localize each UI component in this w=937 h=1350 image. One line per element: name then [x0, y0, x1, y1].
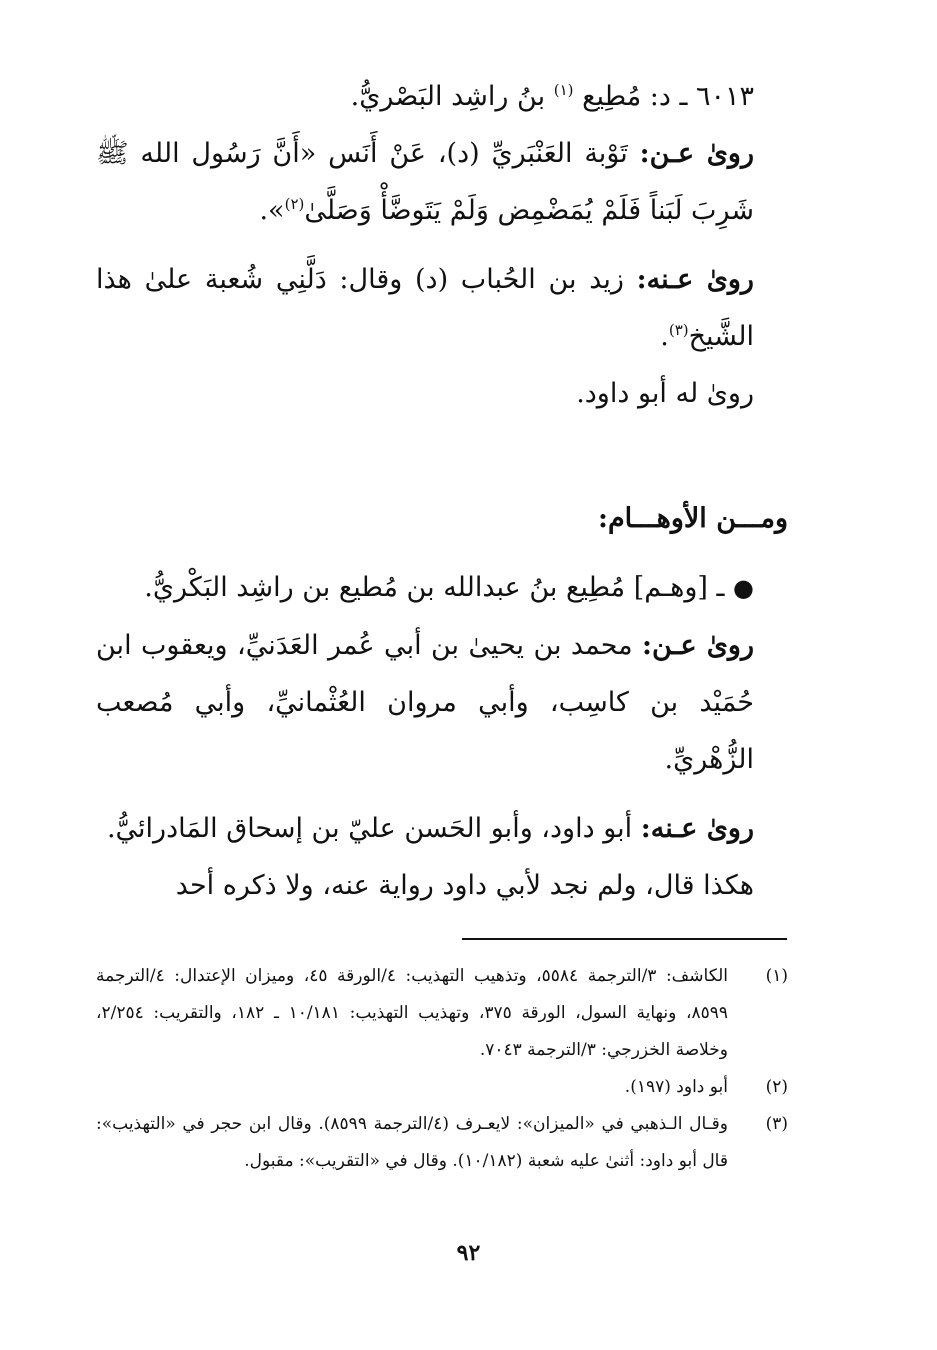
footnote-divider [462, 938, 787, 940]
error-item-title: ـ [وهـم] مُطِيع بنُ عبدالله بن مُطيع بن راشِد البَكْريُّ. [144, 572, 725, 603]
footnote-ref-1: (١) [553, 81, 574, 99]
narrated-from-end: ». [259, 195, 285, 226]
error-narrated-from-label: روىٰ عـن: [642, 630, 754, 661]
footnote-text: أبو داود (١٩٧). [624, 1077, 728, 1097]
footnote-number: (٢) [765, 1077, 788, 1097]
page-number: ٩٢ [456, 1240, 481, 1266]
footnote-ref-2: (٢) [284, 195, 305, 213]
error-narrated-from-paragraph [96, 617, 754, 788]
error-item-heading [96, 559, 754, 617]
footnote-text: وقـال الـذهبي في «الميزان»: لايعـرف (٤/الترجمة ٨٥٩٩). وقال ابن حجر في «التهذيب»: قال أبو داود: أثنىٰ عليه شعبة (١٠/١٨٢). وقال في «التقريب»: مقبول. [96, 1114, 728, 1171]
narrated-by-paragraph [96, 251, 754, 365]
section-title: ومـــن الأوهـــام: [597, 503, 788, 534]
footnote-ref-3: (٣) [668, 321, 689, 339]
error-narrated-by-paragraph [96, 800, 754, 857]
footnotes [96, 958, 788, 1180]
entry-heading-number-name: ٦٠١٣ ـ د: مُطِيع [582, 81, 754, 112]
narrated-by-end: . [660, 321, 669, 352]
spacer [96, 788, 788, 800]
spacer [96, 547, 788, 559]
footnote-text: الكاشف: ٣/الترجمة ٥٥٨٤، وتذهيب التهذيب: ٤/الورقة ٤٥، وميزان الإعتدال: ٤/الترجمة ٨٥٩٩، ونهاية السول، الورقة ٣٧٥، وتهذيب التهذيب: ١٠/١٨١ ـ ١٨٢، والتقريب: ٢/٢٥٤، وخلاصة الخزرجي: ٣/الترجمة ٧٠٤٣. [96, 966, 728, 1060]
footnote-number: (١) [765, 966, 788, 986]
entry-heading-lineage: بنُ راشِد البَصْريُّ. [350, 81, 546, 112]
narrated-from-label: روىٰ عـن: [639, 138, 755, 169]
footnote-1 [96, 958, 788, 1069]
main-text [96, 68, 788, 914]
entry-heading [96, 68, 754, 125]
narrated-from-text: تَوْبة العَنْبَريِّ (د)، عَنْ أَنَس «أَنَّ رَسُول الله ﷺ شَرِبَ لَبَناً فَلَمْ يُمَضْمِض وَلَمْ يَتَوضَّأْ وَصَلَّىٰ [96, 138, 754, 226]
footnote-number: (٣) [765, 1114, 788, 1134]
error-narrated-from-text: محمد بن يحيىٰ بن أبي عُمر العَدَنيِّ، ويعقوب ابن حُمَيْد بن كاسِب، وأبي مروان العُثْمانيِّ، وأبي مُصعب الزُّهْريِّ. [96, 630, 754, 775]
spacer [96, 239, 788, 251]
narrated-by-text: زيد بن الحُباب (د) وقال: دَلَّنِي شُعبة علىٰ هذا الشَّيخ [96, 264, 754, 352]
bullet-icon: ● [733, 574, 754, 602]
spacer [96, 422, 788, 490]
narrated-by-label: روىٰ عـنه: [636, 264, 754, 295]
narrated-from-paragraph [96, 125, 754, 239]
closing-line: هكذا قال، ولم نجد لأبي داود رواية عنه، ولا ذكره أحد [175, 870, 754, 901]
error-narrated-by-label: روىٰ عـنه: [640, 813, 754, 844]
error-narrated-by-text: أبو داود، وأبو الحَسن عليّ بن إسحاق المَادرائيُّ. [106, 813, 633, 844]
footnote-2 [96, 1069, 788, 1106]
footnote-3 [96, 1106, 788, 1180]
reported-by-line: روىٰ له أبو داود. [576, 378, 754, 409]
